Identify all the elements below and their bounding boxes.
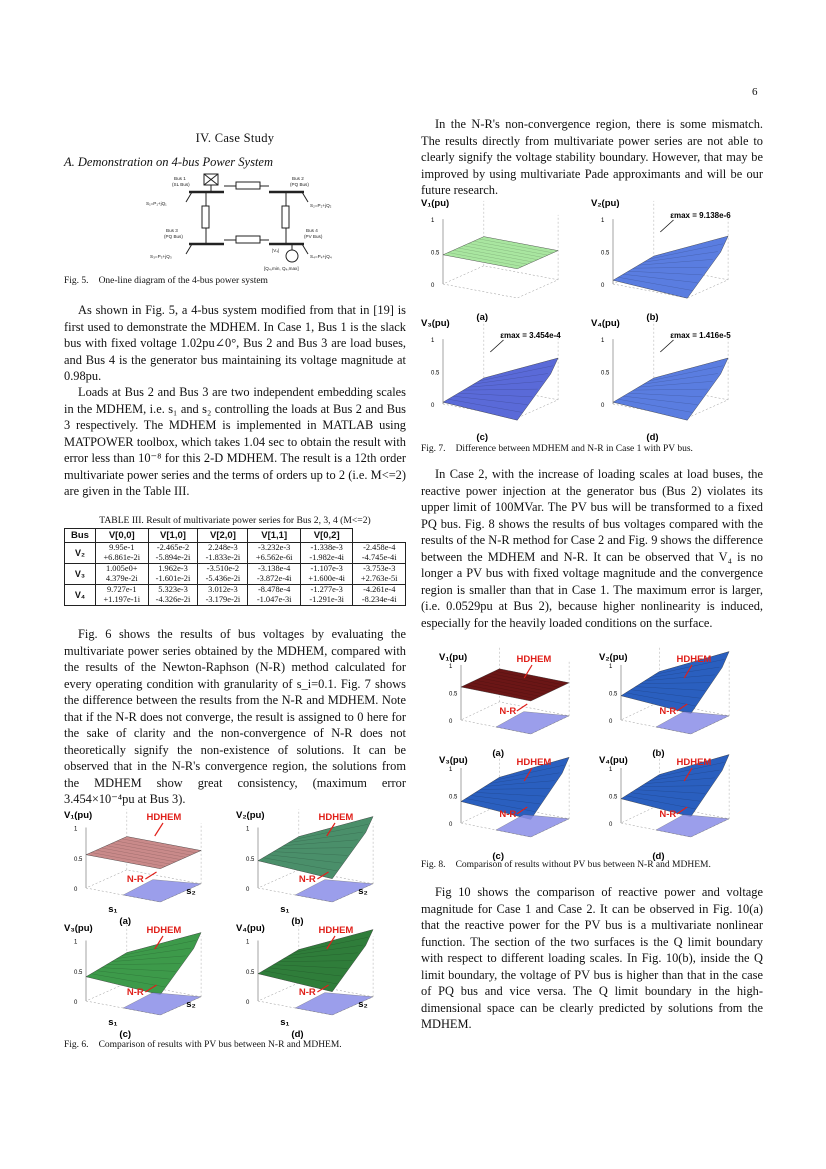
one-line-diagram (144, 172, 344, 274)
plot-sublabel: (c) (476, 432, 489, 443)
hdhem-label: HDHEM (676, 757, 712, 768)
plot-ylabel: V₁(pu) (421, 198, 450, 209)
table-cell: +2.763e-5i (353, 574, 406, 585)
tick-label: 0.5 (74, 856, 83, 863)
plot-ylabel: V₂(pu) (599, 652, 628, 663)
plot-ylabel: V₁(pu) (439, 652, 468, 663)
fig7-plots (421, 196, 763, 443)
tick-label: 0.5 (601, 370, 610, 377)
plot-sublabel: (a) (492, 748, 505, 759)
bus2-type: (PQ Bus) (290, 182, 309, 187)
plot-sublabel: (b) (646, 312, 659, 323)
table-cell: -3.232e-3 (248, 543, 301, 554)
table-row (65, 595, 406, 606)
table-cell: -1.291e-3i (300, 595, 353, 606)
tick-label: 1 (609, 767, 613, 773)
surface-plot (591, 198, 731, 323)
tick-label: 1 (74, 939, 78, 946)
surface (258, 817, 373, 879)
table-cell: 1.005e0+ (96, 564, 149, 575)
tick-label: 1 (246, 939, 250, 946)
nr-label: N-R (499, 706, 517, 717)
para-loads: Loads at Bus 2 and Bus 3 are two independent embedding scales in the MDHEM, i.e. s₁ and s₂ controlling the loads at Bus 2 and Bus 3 respectively. The MDHEM is implemented in MATLAB using MATPOWER toolbox, which takes 1.04 sec to obtain the result with error less than 10⁻⁸ for this 2-D MDHEM. The result is a 12th order multivariate power series and the terms of orders up to 2 (i.e. M<=2) are given in the Table III. (64, 385, 406, 498)
tick-label: 1 (74, 826, 78, 833)
s1-axis-label: s₁ (280, 1017, 290, 1028)
table-cell: -1.277e-3 (300, 585, 353, 596)
emax-label: εmax = 3.454e-4 (500, 331, 561, 340)
qlim-label: [Q₄,min, Q₄,max] (264, 266, 299, 271)
table-cell: -4.261e-4 (353, 585, 406, 596)
emax-arrow (660, 340, 673, 352)
surface-plot (599, 647, 729, 759)
para-fig5: As shown in Fig. 5, a 4-bus system modified from that in [19] is first used to demonstrate the MDHEM. In Case 1, Bus 1 is the slack bus with fixed voltage 1.02pu∠0°, Bus 2 and Bus 3 are load buses, and Bus 4 is the generator bus maintaining its voltage magnitude at 0.98pu. (64, 303, 406, 383)
tick-label: 0 (449, 822, 453, 828)
nr-label: N-R (298, 874, 316, 885)
fig6-caption (64, 1040, 342, 1050)
bus4-label: Bus 4 (306, 228, 318, 233)
nr-label: N-R (499, 809, 517, 820)
table-cell: -1.601e-2i (148, 574, 198, 585)
tick-label: 0.5 (246, 856, 255, 863)
table-cell: -8.234e-4i (353, 595, 406, 606)
bus1-label: Bus 1 (174, 176, 186, 181)
table-row (65, 564, 406, 575)
table3-caption: TABLE III. Result of multivariate power series for Bus 2, 3, 4 (M<=2) (99, 515, 371, 526)
surface (621, 755, 729, 817)
table-cell: -1.833e-2i (198, 553, 248, 564)
table-cell: +1.600e-4i (300, 574, 353, 585)
table-cell: -5.436e-2i (198, 574, 248, 585)
fig6-caption-text: Comparison of results with PV bus between N-R and MDHEM. (98, 1040, 342, 1050)
section-title: IV. Case Study (195, 131, 275, 145)
s1-label: S₁=P₁+jQ₁ (146, 201, 167, 206)
tick-label: 1 (431, 338, 435, 345)
tick-label: 0 (449, 719, 453, 725)
plot-sublabel: (c) (492, 851, 505, 862)
surface (613, 358, 728, 420)
plot-ylabel: V₃(pu) (439, 755, 468, 766)
fig6-plots (64, 808, 406, 1040)
s4-label: S₄=P₄+jQ₄ (310, 254, 332, 259)
tick-label: 0.5 (601, 250, 610, 257)
table-row (65, 543, 406, 554)
fig8 (439, 650, 757, 862)
nr-label: N-R (126, 987, 144, 998)
tick-label: 1 (601, 338, 605, 345)
plot-ylabel: V₃(pu) (64, 923, 93, 934)
nr-label: N-R (659, 809, 677, 820)
s2-axis-label: s₂ (358, 999, 368, 1010)
tick-label: 0.5 (246, 969, 255, 976)
tick-label: 0 (431, 283, 435, 289)
tick-label: 0.5 (449, 691, 458, 698)
surface-plot (64, 922, 201, 1040)
plot-sublabel: (d) (291, 1029, 304, 1040)
plot-ylabel: V₂(pu) (591, 198, 620, 209)
fig7-caption (421, 444, 693, 454)
table-cell: -3.138e-4 (248, 564, 301, 575)
surface-plot (236, 809, 373, 927)
nr-label: N-R (659, 706, 677, 717)
plot-ylabel: V₄(pu) (236, 923, 265, 934)
fig5-caption-text: One-line diagram of the 4-bus power system (98, 276, 268, 286)
tick-label: 0 (609, 719, 613, 725)
fig8-caption (421, 860, 711, 870)
tick-label: 1 (431, 218, 435, 225)
nr-label: N-R (126, 874, 144, 885)
table-cell: -3.872e-4i (248, 574, 301, 585)
table-cell: 5.323e-3 (148, 585, 198, 596)
table-cell: +6.861e-2i (96, 553, 149, 564)
tick-label: 0 (246, 1000, 250, 1006)
table-row (65, 553, 406, 564)
tick-label: 0.5 (431, 250, 440, 257)
emax-arrow (660, 220, 673, 232)
emax-arrow (490, 340, 503, 352)
plot-sublabel: (b) (652, 748, 665, 759)
plot-sublabel: (b) (291, 916, 304, 927)
table-row (65, 574, 406, 585)
tick-label: 1 (601, 218, 605, 225)
hdhem-label: HDHEM (318, 925, 354, 936)
s2-axis-label: s₂ (186, 999, 196, 1010)
s1-axis-label: s₁ (108, 904, 118, 915)
table-cell: 1.962e-3 (148, 564, 198, 575)
table-cell: -8.478e-4 (248, 585, 301, 596)
plot-sublabel: (a) (476, 312, 489, 323)
surface-plot (591, 318, 731, 443)
results-table (64, 528, 406, 606)
surface-plot (439, 750, 569, 862)
nr-arrow (517, 704, 527, 711)
table-row (65, 585, 406, 596)
table-header: V[1,1] (248, 529, 301, 543)
v4-label: |V₄| (272, 248, 280, 253)
plot-sublabel: (d) (652, 851, 665, 862)
plot-ylabel: V₄(pu) (591, 318, 620, 329)
fig8-plots (439, 650, 757, 862)
table-bus-cell: V₃ (65, 564, 96, 585)
tick-label: 0 (601, 283, 605, 289)
para-case2: In Case 2, with the increase of loading scales at load buses, the reactive power injection at the generator bus (Bus 2) violates its upper limit of 100MVar. The PV bus will be transformed to a fixed PQ bus. Fig. 8 shows the results of bus voltages compared with the results of the N-R method for Case 2 and Fig. 9 shows the difference between the MDHEM and N-R. It can be observed that V₄ is no longer a PV bus with fixed voltage magnitude and the convergence region is smaller than that in Case 1. The maximum error is larger, (i.e. 0.0529pu at Bus 2), because higher nonlinearity is induced, especially for the heavily loaded conditions on the surface. (421, 467, 763, 630)
surface (86, 933, 201, 995)
table-cell: 4.379e-2i (96, 574, 149, 585)
fig8-caption-text: Comparison of results without PV bus between N-R and MDHEM. (455, 860, 711, 870)
axis-floor (443, 266, 558, 298)
surface-plot (421, 198, 558, 323)
page-number: 6 (752, 86, 758, 98)
fig7-caption-text: Difference between MDHEM and N-R in Case 1 with PV bus. (455, 444, 693, 454)
table-cell: 9.727e-1 (96, 585, 149, 596)
fig6-caption-label: Fig. 6. (64, 1040, 89, 1050)
tick-label: 0.5 (609, 691, 618, 698)
plot-sublabel: (c) (119, 1029, 132, 1040)
hdhem-label: HDHEM (516, 757, 552, 768)
table-header: V[0,0] (96, 529, 149, 543)
fig5-caption-label: Fig. 5. (64, 276, 89, 286)
hdhem-label: HDHEM (676, 654, 712, 665)
plot-sublabel: (d) (646, 432, 659, 443)
tick-label: 1 (246, 826, 250, 833)
hdhem-label: HDHEM (146, 812, 182, 823)
s1-axis-label: s₁ (108, 1017, 118, 1028)
table-cell: 2.248e-3 (198, 543, 248, 554)
s2-axis-label: s₂ (358, 886, 368, 897)
tick-label: 0 (609, 822, 613, 828)
surface-plot (236, 922, 373, 1040)
table-bus-cell: V₂ (65, 543, 96, 564)
fig7 (421, 196, 763, 443)
table-header: V[0,2] (300, 529, 353, 543)
table-cell: -3.753e-3 (353, 564, 406, 575)
hdhem-label: HDHEM (516, 654, 552, 665)
surface-plot (64, 809, 201, 927)
surface (258, 930, 373, 992)
tick-label: 0 (74, 1000, 78, 1006)
s2-label: S₂=P₂+jQ₂ (310, 203, 332, 208)
table-cell: -5.894e-2i (148, 553, 198, 564)
table-cell: -2.458e-4 (353, 543, 406, 554)
surface (443, 358, 558, 420)
table-header: V[2,0] (198, 529, 248, 543)
bus3-label: Bus 3 (166, 228, 178, 233)
hdhem-label: HDHEM (146, 925, 182, 936)
s2-axis-label: s₂ (186, 886, 196, 897)
fig8-caption-label: Fig. 8. (421, 860, 446, 870)
nr-arrow (145, 872, 156, 879)
emax-label: εmax = 9.138e-6 (670, 211, 731, 220)
surface-plot (599, 750, 729, 862)
surface-plot (439, 647, 569, 759)
table-cell: -3.179e-2i (198, 595, 248, 606)
tick-label: 1 (449, 767, 453, 773)
table-cell: +6.562e-6i (248, 553, 301, 564)
tick-label: 0 (74, 887, 78, 893)
table-cell: +1.197e-1i (96, 595, 149, 606)
table-header: V[1,0] (148, 529, 198, 543)
fig6 (64, 808, 406, 1040)
surface (613, 236, 728, 298)
plot-ylabel: V₂(pu) (236, 810, 265, 821)
tick-label: 0.5 (609, 794, 618, 801)
table-cell: 9.95e-1 (96, 543, 149, 554)
table-cell: -1.338e-3 (300, 543, 353, 554)
tick-label: 0 (601, 403, 605, 409)
tick-label: 0 (246, 887, 250, 893)
table-cell: -4.326e-2i (148, 595, 198, 606)
emax-label: εmax = 1.416e-5 (670, 331, 731, 340)
para-nonconvergence: In the N-R's non-convergence region, there is some mismatch. The results directly from multivariate power series are not able to clearly signify the voltage stability boundary. However, that may be improved by using multivariate Pade approximants and will be our future research. (421, 117, 763, 197)
fig7-caption-label: Fig. 7. (421, 444, 446, 454)
plot-ylabel: V₃(pu) (421, 318, 450, 329)
fig5-caption (64, 276, 268, 286)
tick-label: 1 (449, 664, 453, 670)
table-cell: 3.012e-3 (198, 585, 248, 596)
para-fig10: Fig 10 shows the comparison of reactive power and voltage magnitude for Case 1 and Case 2. It can be observed in Fig. 10(a) that the reactive power for the PV bus is a multivariate nonlinear function. The section of the two surfaces is the Q limit boundary with respect to different loading scales. In Fig. 10(b), inside the Q limit boundary, the voltage of PV bus is higher than that in the case of PQ bus and vice versa. The Q limit boundary in the high-dimensional space can be clearly predicted by solutions from the MDHEM. (421, 885, 763, 1031)
table-cell: -1.107e-3 (300, 564, 353, 575)
surface (621, 652, 729, 714)
tick-label: 0.5 (74, 969, 83, 976)
table-cell: -1.982e-4i (300, 553, 353, 564)
hdhem-arrow (155, 823, 163, 836)
tick-label: 0 (431, 403, 435, 409)
table-cell: -2.465e-2 (148, 543, 198, 554)
bus3-type: (PQ Bus) (164, 234, 183, 239)
surface-plot (421, 318, 561, 443)
plot-sublabel: (a) (119, 916, 132, 927)
table-cell: -1.047e-3i (248, 595, 301, 606)
hdhem-label: HDHEM (318, 812, 354, 823)
subsection-title: A. Demonstration on 4-bus Power System (64, 155, 274, 169)
bus2-label: Bus 2 (292, 176, 304, 181)
plot-ylabel: V₄(pu) (599, 755, 628, 766)
tick-label: 0.5 (449, 794, 458, 801)
bus1-type: (SL Bus) (172, 182, 190, 187)
table-bus-cell: V₄ (65, 585, 96, 606)
nr-label: N-R (298, 987, 316, 998)
table-cell: -3.510e-2 (198, 564, 248, 575)
tick-label: 0.5 (431, 370, 440, 377)
s1-axis-label: s₁ (280, 904, 290, 915)
para-fig6: Fig. 6 shows the results of bus voltages by evaluating the multivariate power series obtained by the MDHEM, compared with the results of the Newton-Raphson (N-R) method calculated for every operating condition with granularity of s_i=0.1. Fig. 7 shows the difference between the results from the N-R and MDHEM. Note that if the N-R does not converge, the result is assigned to 0 here for the sake of clarity and the non-convergence of N-R does not theoretically signify the non-existence of solutions. It can be observed that in the N-R's convergence region, the solutions from the MDHEM show great consistency, (maximum error 3.454×10⁻⁴pu at Bus 3). (64, 627, 406, 806)
table-header: Bus (65, 529, 96, 543)
bus4-type: (PV Bus) (304, 234, 323, 239)
tick-label: 1 (609, 664, 613, 670)
table-cell: -4.745e-4i (353, 553, 406, 564)
plot-ylabel: V₁(pu) (64, 810, 93, 821)
s3-label: S₃=P₃+jQ₃ (150, 254, 172, 259)
